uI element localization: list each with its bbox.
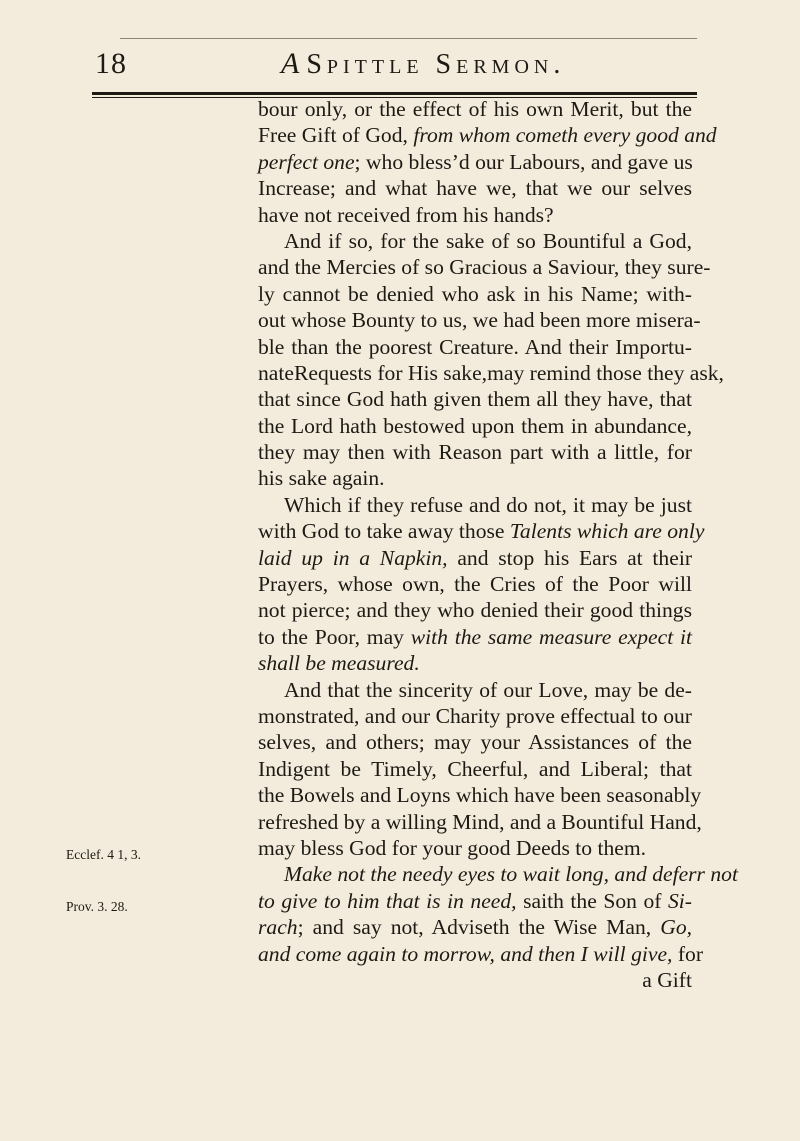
text-line: Prayers, whose own, the Cries of the Poor will — [258, 572, 692, 597]
text-line: Indigent be Timely, Cheerful, and Liberal; that — [258, 756, 692, 781]
margin-note-ecclesiasticus: Ecclef. 4 1, 3. — [66, 847, 141, 862]
text-line: bour only, or the effect of his own Merit, but the — [258, 97, 692, 121]
text-line: And that the sincerity of our Love, may be de- — [284, 677, 692, 702]
text-line: nateRequests for His sake,may remind those they ask, — [258, 360, 724, 385]
running-title-text: Spittle Sermon. — [306, 49, 566, 80]
text-line: and come again to morrow, and then I will give, for — [258, 941, 704, 966]
text-line: with God to take away those Talents which are only — [258, 519, 705, 544]
text-line: the Bowels and Loyns which have been seasonably — [258, 783, 702, 808]
body-text — [258, 96, 738, 993]
text-line: that since God hath given them all they have, that — [258, 387, 692, 412]
header-rule-thick — [92, 92, 697, 95]
text-line: And if so, for the sake of so Bountiful a God, — [284, 228, 692, 253]
text-line: they may then with Reason part with a little, for — [258, 440, 692, 465]
text-line: laid up in a Napkin, and stop his Ears at their — [258, 545, 693, 570]
text-line: to give to him that is in need, saith the Son of Si- — [258, 888, 692, 913]
page-number: 18 — [95, 47, 127, 80]
text-line: ble than the poorest Creature. And their Importu- — [258, 334, 692, 359]
text-line: Make not the needy eyes to wait long, and deferr not — [284, 862, 738, 887]
top-edge-rule — [120, 38, 697, 39]
text-line: not pierce; and they who denied their good things — [258, 598, 692, 623]
text-line: Increase; and what have we, that we our selves — [258, 176, 692, 201]
text-line: the Lord hath bestowed upon them in abundance, — [258, 413, 692, 438]
running-header — [95, 44, 695, 94]
text-line: and the Mercies of so Gracious a Saviour, they sure- — [258, 255, 711, 280]
text-line: may bless God for your good Deeds to them. — [258, 835, 647, 860]
text-line: Free Gift of God, from whom cometh every good and — [258, 123, 717, 148]
text-line: selves, and others; may your Assistances of the — [258, 730, 692, 755]
text-line: to the Poor, may with the same measure expect it — [258, 624, 692, 649]
catchword: a Gift — [642, 967, 692, 992]
text-line: shall be measured. — [258, 651, 420, 676]
text-line: have not received from his hands? — [258, 202, 554, 227]
running-title — [281, 44, 565, 85]
text-line: perfect one; who bless’d our Labours, and gave us — [258, 149, 693, 174]
text-line: monstrated, and our Charity prove effectual to our — [258, 703, 692, 728]
text-line: his sake again. — [258, 466, 385, 491]
text-line: Which if they refuse and do not, it may be just — [284, 492, 692, 517]
text-line: rach; and say not, Adviseth the Wise Man, Go, — [258, 915, 693, 940]
margin-note-proverbs: Prov. 3. 28. — [66, 899, 128, 914]
running-title-article: A — [281, 47, 300, 80]
text-line: out whose Bounty to us, we had been more misera- — [258, 308, 701, 333]
text-line: ly cannot be denied who ask in his Name; with- — [258, 281, 692, 306]
text-line: refreshed by a willing Mind, and a Bountiful Hand, — [258, 809, 702, 834]
